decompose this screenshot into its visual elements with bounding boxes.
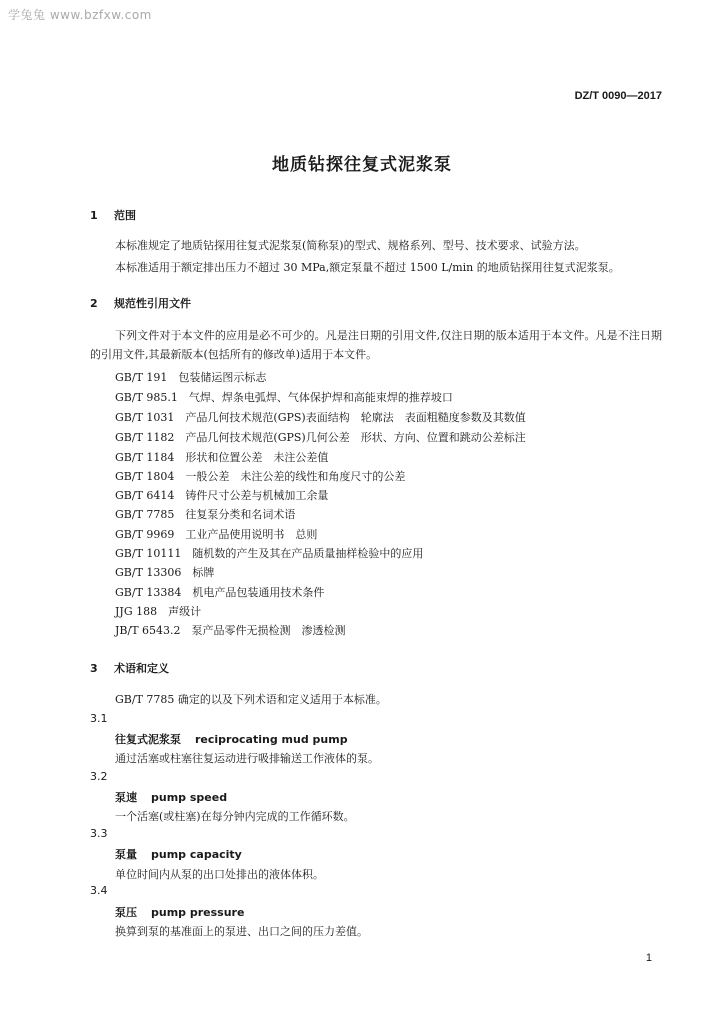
term-number: 3.4	[90, 884, 108, 897]
section-number: 2	[90, 297, 98, 310]
term-heading	[115, 789, 227, 805]
watermark: 学兔兔 www.bzfxw.com	[8, 8, 152, 22]
section-number: 1	[90, 209, 98, 222]
reference-item: JJG 188 声级计	[115, 605, 202, 618]
reference-item: GB/T 7785 往复泵分类和名词术语	[115, 508, 296, 521]
reference-item: GB/T 1184 形状和位置公差 未注公差值	[115, 451, 329, 464]
term-heading	[115, 731, 348, 747]
term-definition: 换算到泵的基准面上的泵进、出口之间的压力差值。	[115, 925, 368, 938]
reference-item: JB/T 6543.2 泵产品零件无损检测 渗透检测	[115, 624, 346, 637]
reference-item: GB/T 1031 产品几何技术规范(GPS)表面结构 轮廓法 表面粗糙度参数及其数值	[115, 411, 526, 424]
section-heading-normative-references	[90, 295, 191, 311]
term-definition: 单位时间内从泵的出口处排出的液体体积。	[115, 868, 324, 881]
term-zh: 往复式泥浆泵	[115, 733, 181, 746]
scope-paragraph: 本标准适用于额定排出压力不超过 30 MPa,额定泵量不超过 1500 L/min 的地质钻探用往复式泥浆泵。	[115, 261, 620, 274]
reference-item: GB/T 191 包装储运图示标志	[115, 371, 267, 384]
page-number: 1	[645, 952, 652, 964]
term-number: 3.2	[90, 770, 108, 783]
term-en: pump pressure	[151, 906, 245, 919]
reference-item: GB/T 1182 产品几何技术规范(GPS)几何公差 形状、方向、位置和跳动公差标注	[115, 431, 526, 444]
term-en: pump capacity	[151, 848, 242, 861]
section-title: 规范性引用文件	[114, 297, 191, 310]
section-title: 范围	[114, 209, 136, 222]
reference-item: GB/T 6414 铸件尺寸公差与机械加工余量	[115, 489, 329, 502]
term-heading	[115, 904, 244, 920]
section-number: 3	[90, 662, 98, 675]
section-heading-terms	[90, 660, 169, 676]
term-definition: 通过活塞或柱塞往复运动进行吸排输送工作液体的泵。	[115, 752, 379, 765]
document-title: 地质钻探往复式泥浆泵	[272, 155, 452, 175]
term-definition: 一个活塞(或柱塞)在每分钟内完成的工作循环数。	[115, 810, 355, 823]
standard-number: DZ/T 0090—2017	[574, 90, 662, 102]
section-heading-scope	[90, 207, 136, 223]
term-en: pump speed	[151, 791, 228, 804]
term-heading	[115, 846, 242, 862]
term-zh: 泵压	[115, 906, 137, 919]
reference-item: GB/T 9969 工业产品使用说明书 总则	[115, 528, 318, 541]
terms-intro-paragraph: GB/T 7785 确定的以及下列术语和定义适用于本标准。	[115, 693, 387, 706]
section-title: 术语和定义	[114, 662, 169, 675]
reference-item: GB/T 1804 一般公差 未注公差的线性和角度尺寸的公差	[115, 470, 406, 483]
reference-item: GB/T 13384 机电产品包装通用技术条件	[115, 586, 325, 599]
term-number: 3.3	[90, 827, 108, 840]
reference-item: GB/T 10111 随机数的产生及其在产品质量抽样检验中的应用	[115, 547, 424, 560]
scope-paragraph: 本标准规定了地质钻探用往复式泥浆泵(简称泵)的型式、规格系列、型号、技术要求、试验方法。	[115, 239, 586, 252]
term-en: reciprocating mud pump	[195, 733, 348, 746]
term-number: 3.1	[90, 712, 108, 725]
term-zh: 泵量	[115, 848, 137, 861]
reference-item: GB/T 13306 标牌	[115, 566, 215, 579]
term-zh: 泵速	[115, 791, 137, 804]
normative-intro-paragraph: 下列文件对于本文件的应用是必不可少的。凡是注日期的引用文件,仅注日期的版本适用于本文件。凡是不注日期的引用文件,其最新版本(包括所有的修改单)适用于本文件。	[90, 329, 662, 361]
reference-item: GB/T 985.1 气焊、焊条电弧焊、气体保护焊和高能束焊的推荐坡口	[115, 391, 453, 404]
